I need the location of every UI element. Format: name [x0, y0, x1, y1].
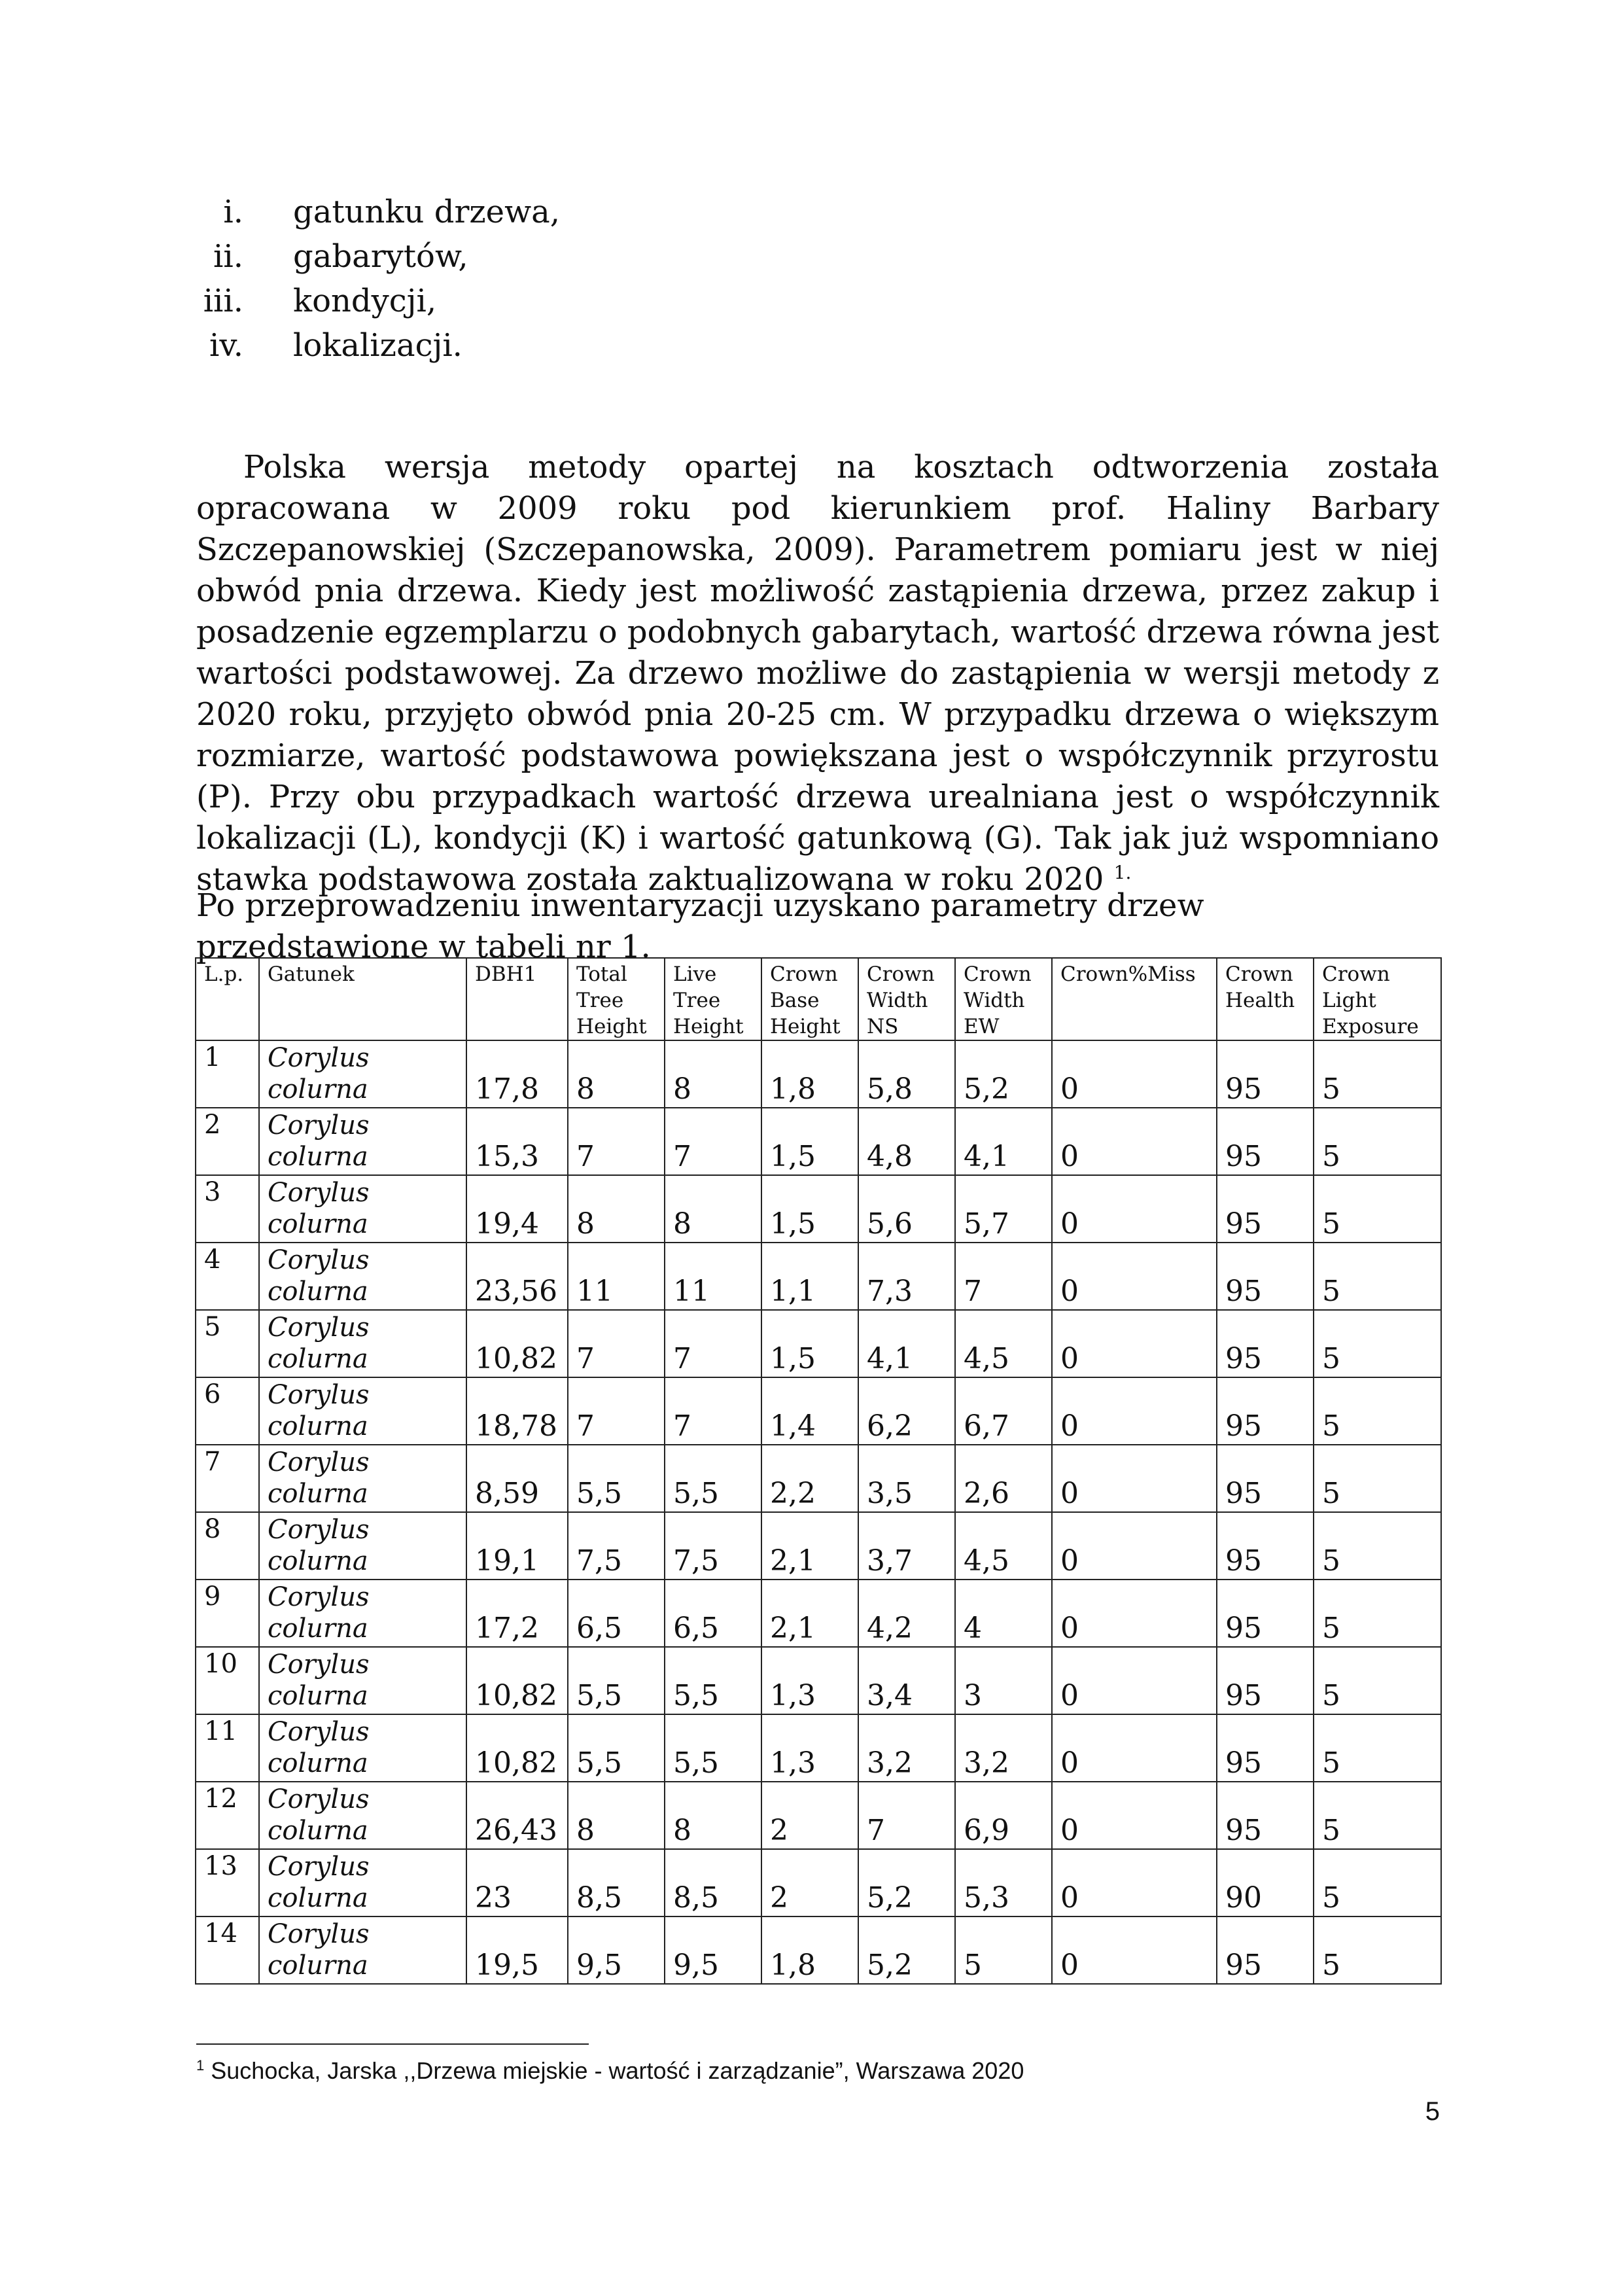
cell-dbh: 10,82 [466, 1647, 568, 1714]
cell-ew: 3 [955, 1647, 1052, 1714]
list-item-text: lokalizacji. [293, 327, 462, 364]
species-genus: Corylus [268, 1245, 370, 1275]
species-genus: Corylus [268, 1515, 370, 1545]
cell-light: 5 [1314, 1108, 1441, 1175]
row-number-cell: 3 [196, 1175, 259, 1243]
page-number: 5 [1425, 2097, 1440, 2126]
cell-total: 8 [568, 1040, 665, 1108]
table-row [196, 1040, 1441, 1108]
cell-light: 5 [1314, 1580, 1441, 1647]
row-number-cell: 1 [196, 1040, 259, 1108]
cell-light: 5 [1314, 1512, 1441, 1580]
species-genus: Corylus [268, 1784, 370, 1814]
cell-dbh: 15,3 [466, 1108, 568, 1175]
species-cell [259, 1175, 466, 1243]
cell-health: 95 [1217, 1175, 1314, 1243]
cell-miss: 0 [1052, 1243, 1217, 1310]
species-genus: Corylus [268, 1380, 370, 1410]
table-row [196, 1849, 1441, 1916]
column-header: Crown Width EW [955, 958, 1052, 1040]
cell-miss: 0 [1052, 1445, 1217, 1512]
cell-ns: 4,2 [858, 1580, 955, 1647]
species-cell [259, 1512, 466, 1580]
table-row [196, 1377, 1441, 1445]
species-epithet: colurna [268, 1344, 368, 1374]
species-genus: Corylus [268, 1110, 370, 1140]
cell-live: 7 [665, 1377, 761, 1445]
species-epithet: colurna [268, 1951, 368, 1981]
column-header: Live Tree Height [665, 958, 761, 1040]
cell-ns: 4,1 [858, 1310, 955, 1377]
list-item-number: iii. [203, 283, 243, 319]
column-header: Gatunek [259, 958, 466, 1040]
cell-dbh: 18,78 [466, 1377, 568, 1445]
row-number-cell: 6 [196, 1377, 259, 1445]
cell-total: 7 [568, 1310, 665, 1377]
table-row [196, 1243, 1441, 1310]
cell-health: 95 [1217, 1377, 1314, 1445]
cell-live: 8 [665, 1175, 761, 1243]
cell-ew: 4,5 [955, 1512, 1052, 1580]
cell-total: 7,5 [568, 1512, 665, 1580]
cell-base: 2 [761, 1782, 858, 1849]
species-cell [259, 1849, 466, 1916]
cell-live: 7 [665, 1310, 761, 1377]
cell-health: 95 [1217, 1714, 1314, 1782]
cell-miss: 0 [1052, 1580, 1217, 1647]
cell-miss: 0 [1052, 1782, 1217, 1849]
cell-dbh: 26,43 [466, 1782, 568, 1849]
row-number-cell: 12 [196, 1782, 259, 1849]
cell-dbh: 23,56 [466, 1243, 568, 1310]
cell-health: 95 [1217, 1512, 1314, 1580]
species-cell [259, 1243, 466, 1310]
cell-light: 5 [1314, 1647, 1441, 1714]
table-row [196, 1580, 1441, 1647]
species-epithet: colurna [268, 1546, 368, 1576]
cell-total: 8 [568, 1782, 665, 1849]
cell-ew: 4 [955, 1580, 1052, 1647]
cell-live: 8 [665, 1782, 761, 1849]
list-item-text: gatunku drzewa, [293, 194, 561, 230]
list-item-number: i. [223, 194, 243, 230]
footnote-reference: 1. [1113, 862, 1132, 883]
cell-ew: 5,7 [955, 1175, 1052, 1243]
cell-ns: 5,2 [858, 1916, 955, 1984]
cell-ew: 2,6 [955, 1445, 1052, 1512]
cell-ns: 3,5 [858, 1445, 955, 1512]
species-genus: Corylus [268, 1447, 370, 1477]
cell-light: 5 [1314, 1782, 1441, 1849]
cell-miss: 0 [1052, 1310, 1217, 1377]
row-number-cell: 10 [196, 1647, 259, 1714]
cell-ns: 3,4 [858, 1647, 955, 1714]
cell-live: 5,5 [665, 1647, 761, 1714]
species-epithet: colurna [268, 1277, 368, 1307]
species-cell [259, 1310, 466, 1377]
species-cell [259, 1040, 466, 1108]
cell-base: 1,8 [761, 1916, 858, 1984]
column-header: Crown Width NS [858, 958, 955, 1040]
cell-dbh: 10,82 [466, 1714, 568, 1782]
species-genus: Corylus [268, 1178, 370, 1208]
species-epithet: colurna [268, 1209, 368, 1239]
cell-health: 95 [1217, 1310, 1314, 1377]
species-genus: Corylus [268, 1313, 370, 1343]
cell-health: 95 [1217, 1782, 1314, 1849]
cell-miss: 0 [1052, 1377, 1217, 1445]
cell-ew: 5 [955, 1916, 1052, 1984]
cell-base: 1,5 [761, 1310, 858, 1377]
cell-dbh: 17,2 [466, 1580, 568, 1647]
cell-ns: 7 [858, 1782, 955, 1849]
species-genus: Corylus [268, 1582, 370, 1612]
species-epithet: colurna [268, 1142, 368, 1172]
table-row [196, 1714, 1441, 1782]
list-item-text: gabarytów, [293, 238, 468, 275]
cell-total: 6,5 [568, 1580, 665, 1647]
row-number-cell: 4 [196, 1243, 259, 1310]
method-paragraph [196, 447, 1439, 900]
cell-base: 2,1 [761, 1512, 858, 1580]
table-intro-paragraph: Po przeprowadzeniu inwentaryzacji uzyskano parametry drzew przedstawione w tabeli nr 1. [196, 887, 1204, 965]
species-epithet: colurna [268, 1816, 368, 1846]
cell-ns: 3,2 [858, 1714, 955, 1782]
cell-health: 95 [1217, 1647, 1314, 1714]
cell-base: 2,2 [761, 1445, 858, 1512]
cell-dbh: 19,5 [466, 1916, 568, 1984]
footnote [196, 2055, 1024, 2087]
cell-base: 1,3 [761, 1647, 858, 1714]
cell-base: 1,8 [761, 1040, 858, 1108]
cell-live: 8,5 [665, 1849, 761, 1916]
row-number-cell: 5 [196, 1310, 259, 1377]
cell-dbh: 10,82 [466, 1310, 568, 1377]
species-cell [259, 1377, 466, 1445]
cell-ns: 7,3 [858, 1243, 955, 1310]
footnote-mark: 1 [196, 2057, 205, 2074]
cell-light: 5 [1314, 1445, 1441, 1512]
cell-miss: 0 [1052, 1647, 1217, 1714]
cell-ns: 4,8 [858, 1108, 955, 1175]
table-header-row [196, 958, 1441, 1040]
row-number-cell: 14 [196, 1916, 259, 1984]
cell-ew: 4,1 [955, 1108, 1052, 1175]
species-epithet: colurna [268, 1411, 368, 1441]
cell-total: 7 [568, 1377, 665, 1445]
cell-miss: 0 [1052, 1512, 1217, 1580]
species-cell [259, 1647, 466, 1714]
cell-live: 8 [665, 1040, 761, 1108]
table-row [196, 1108, 1441, 1175]
footnote-separator [196, 2043, 589, 2045]
tree-parameters-table [195, 957, 1442, 1985]
cell-base: 1,3 [761, 1714, 858, 1782]
species-genus: Corylus [268, 1717, 370, 1747]
cell-ew: 6,7 [955, 1377, 1052, 1445]
cell-base: 1,5 [761, 1175, 858, 1243]
cell-live: 5,5 [665, 1445, 761, 1512]
cell-health: 95 [1217, 1040, 1314, 1108]
cell-health: 95 [1217, 1916, 1314, 1984]
species-cell [259, 1782, 466, 1849]
cell-light: 5 [1314, 1310, 1441, 1377]
cell-ns: 3,7 [858, 1512, 955, 1580]
column-header: L.p. [196, 958, 259, 1040]
cell-ew: 6,9 [955, 1782, 1052, 1849]
cell-miss: 0 [1052, 1916, 1217, 1984]
row-number-cell: 9 [196, 1580, 259, 1647]
list-item-number: ii. [213, 238, 243, 275]
cell-total: 5,5 [568, 1445, 665, 1512]
table-row [196, 1782, 1441, 1849]
cell-health: 95 [1217, 1243, 1314, 1310]
cell-ns: 6,2 [858, 1377, 955, 1445]
cell-miss: 0 [1052, 1040, 1217, 1108]
cell-ew: 7 [955, 1243, 1052, 1310]
cell-total: 5,5 [568, 1647, 665, 1714]
species-genus: Corylus [268, 1650, 370, 1680]
table-row [196, 1512, 1441, 1580]
cell-dbh: 19,1 [466, 1512, 568, 1580]
species-genus: Corylus [268, 1043, 370, 1073]
cell-total: 8,5 [568, 1849, 665, 1916]
cell-live: 11 [665, 1243, 761, 1310]
column-header: Total Tree Height [568, 958, 665, 1040]
cell-live: 6,5 [665, 1580, 761, 1647]
cell-base: 2 [761, 1849, 858, 1916]
cell-base: 2,1 [761, 1580, 858, 1647]
cell-health: 95 [1217, 1108, 1314, 1175]
cell-ns: 5,2 [858, 1849, 955, 1916]
species-epithet: colurna [268, 1883, 368, 1913]
column-header: Crown%Miss [1052, 958, 1217, 1040]
cell-ew: 4,5 [955, 1310, 1052, 1377]
table-row [196, 1445, 1441, 1512]
cell-ew: 5,2 [955, 1040, 1052, 1108]
cell-light: 5 [1314, 1714, 1441, 1782]
species-genus: Corylus [268, 1919, 370, 1949]
column-header: Crown Base Height [761, 958, 858, 1040]
list-item-number: iv. [209, 327, 243, 364]
cell-light: 5 [1314, 1849, 1441, 1916]
cell-light: 5 [1314, 1175, 1441, 1243]
cell-live: 9,5 [665, 1916, 761, 1984]
cell-dbh: 8,59 [466, 1445, 568, 1512]
species-genus: Corylus [268, 1852, 370, 1882]
cell-ew: 5,3 [955, 1849, 1052, 1916]
species-epithet: colurna [268, 1681, 368, 1711]
species-epithet: colurna [268, 1074, 368, 1104]
table-row [196, 1916, 1441, 1984]
cell-total: 9,5 [568, 1916, 665, 1984]
cell-base: 1,4 [761, 1377, 858, 1445]
cell-base: 1,5 [761, 1108, 858, 1175]
cell-live: 7,5 [665, 1512, 761, 1580]
row-number-cell: 13 [196, 1849, 259, 1916]
cell-ns: 5,6 [858, 1175, 955, 1243]
cell-live: 7 [665, 1108, 761, 1175]
species-cell [259, 1445, 466, 1512]
cell-ew: 3,2 [955, 1714, 1052, 1782]
species-cell [259, 1916, 466, 1984]
cell-health: 95 [1217, 1445, 1314, 1512]
table-row [196, 1175, 1441, 1243]
cell-miss: 0 [1052, 1175, 1217, 1243]
cell-health: 95 [1217, 1580, 1314, 1647]
column-header: DBH1 [466, 958, 568, 1040]
cell-miss: 0 [1052, 1714, 1217, 1782]
cell-light: 5 [1314, 1377, 1441, 1445]
table-body [196, 1040, 1441, 1984]
cell-light: 5 [1314, 1040, 1441, 1108]
cell-dbh: 23 [466, 1849, 568, 1916]
cell-base: 1,1 [761, 1243, 858, 1310]
species-epithet: colurna [268, 1479, 368, 1509]
cell-health: 90 [1217, 1849, 1314, 1916]
cell-total: 11 [568, 1243, 665, 1310]
species-cell [259, 1580, 466, 1647]
species-epithet: colurna [268, 1748, 368, 1778]
species-cell [259, 1714, 466, 1782]
cell-light: 5 [1314, 1916, 1441, 1984]
species-cell [259, 1108, 466, 1175]
cell-dbh: 19,4 [466, 1175, 568, 1243]
cell-miss: 0 [1052, 1108, 1217, 1175]
row-number-cell: 2 [196, 1108, 259, 1175]
cell-miss: 0 [1052, 1849, 1217, 1916]
species-epithet: colurna [268, 1614, 368, 1644]
table-row [196, 1310, 1441, 1377]
column-header: Crown Health [1217, 958, 1314, 1040]
cell-light: 5 [1314, 1243, 1441, 1310]
cell-total: 7 [568, 1108, 665, 1175]
cell-ns: 5,8 [858, 1040, 955, 1108]
cell-total: 8 [568, 1175, 665, 1243]
row-number-cell: 7 [196, 1445, 259, 1512]
row-number-cell: 8 [196, 1512, 259, 1580]
table-row [196, 1647, 1441, 1714]
list-item-text: kondycji, [293, 283, 437, 319]
footnote-text: Suchocka, Jarska ,,Drzewa miejskie - wartość i zarządzanie”, Warszawa 2020 [211, 2057, 1024, 2084]
method-paragraph-text: Polska wersja metody opartej na kosztach odtworzenia została opracowana w 2009 roku pod kierunkiem prof. Haliny Barbary Szczepanowskiej (Szczepanowska, 2009). Parametrem pomiaru jest w niej obwód pnia drzewa. Kiedy jest możliwość zastąpienia drzewa, przez zakup i posadzenie egzemplarzu o podobnych gabarytach, wartość drzewa równa jest wartości podstawowej. Za drzewo możliwe do zastąpienia w wersji metody z 2020 roku, przyjęto obwód pnia 20-25 cm. W przypadku drzewa o większym rozmiarze, wartość podstawowa powiększana jest o współczynnik przyrostu (P). Przy obu przypadkach wartość drzewa urealniana jest o współczynnik lokalizacji (L), kondycji (K) i wartość gatunkową (G). Tak jak już wspomniano stawka podstawowa została zaktualizowana w roku 2020 [196, 449, 1439, 898]
cell-dbh: 17,8 [466, 1040, 568, 1108]
cell-total: 5,5 [568, 1714, 665, 1782]
row-number-cell: 11 [196, 1714, 259, 1782]
cell-live: 5,5 [665, 1714, 761, 1782]
column-header: Crown Light Exposure [1314, 958, 1441, 1040]
